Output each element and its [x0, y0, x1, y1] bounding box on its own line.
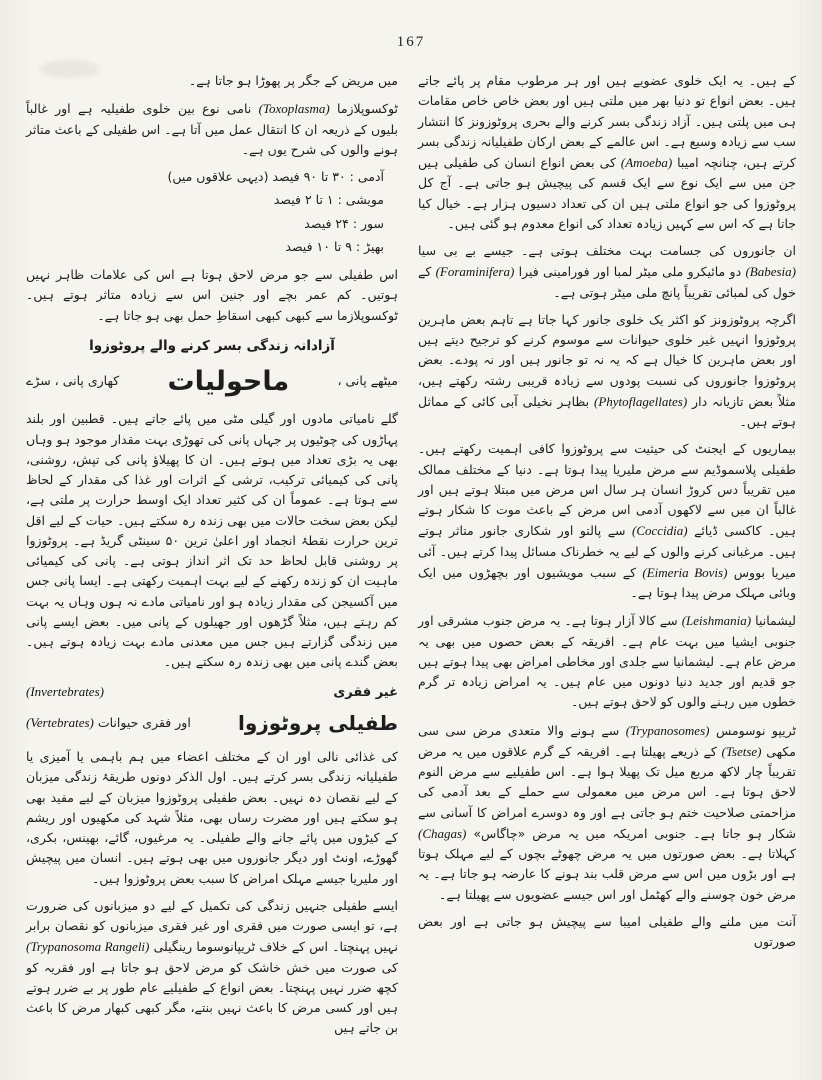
scientific-term: (Babesia)	[745, 264, 796, 280]
scientific-term: (Trypanosomes)	[625, 722, 710, 738]
paragraph: اگرچہ پروٹوزونز کو اکثر یک خلوی جانور کہا جاتا ہے تاہم بعض ماہرین پروٹوزوا انہیں غیر خلوی حیوانات سے موسوم کرنے کو ترجیح دیتے ہیں اور بعض ماہرین کا خیال ہے کہ یہ نہ تو جانور ہیں اور نہ پودے۔ بعض پروٹوزوا جانوروں کی نسبت پودوں سے زیادہ قریبی رشتہ رکھتے ہیں، مثلاً بعض تازیانہ دار (Phytoflagellates) بظاہر نخیلی آبی کائی کے مماثل ہوتے ہیں۔	[418, 311, 796, 429]
paragraph: کے ہیں۔ یہ ایک خلوی عضویے ہیں اور ہر مرطوب مقام پر پائے جاتے ہیں۔ بعض انواع تو دنیا بھر میں ملتی ہیں اور بعض خاص خاص مقامات ہی میں پلتی ہیں۔ آزاد زندگی بسر کرنے والے بحری پروٹوزونز کا انتشار سب سے زیادہ وسیع ہے۔ اس عالمے کے بعض ارکان طفیلیانہ زندگی بسر کرتے ہیں، چنانچہ امیبا (Amoeba) کی بعض انواع انسان کی طفیلی ہیں جن میں سے ایک نوع سے ایک قسم کی پیچیش ہو جاتی ہے۔ آج کل پروٹوزوا کی جو انواع ملتی ہیں ان کی تعداد دسیوں ہزار ہے۔ خیال کیا جاتا ہے کہ اس سے کہیں زیادہ تعداد کی انواع معدوم ہو گئی ہیں۔	[418, 73, 796, 231]
heading-latin-text	[26, 681, 104, 703]
paragraph: گلے نامیاتی مادوں اور گیلی مٹی میں پائے جاتے ہیں۔ قطبین اور بلند پہاڑوں کی چوٹیوں پر جہاں پانی کی تھوڑی بہت مقدار موجود ہو وہاں بھی یہ بڑی تعداد میں ہوتے ہیں۔ ان کا پھیلاؤ پانی کی تپش، روشنی، پانی کی کیمیائی ترکیب، ترشی کے اثرات اور غذا کی مقدار کے لحاظ سے ہوتا ہے۔ عموماً ان کی کثیر تعداد ایک اوسط حرارت پر ملتی ہے، لیکن بعض سخت حالات میں بھی زندہ رہ سکتے ہیں۔ حیات کے لیے اقل ترین حرارت نقطۂ انجماد اور اعلیٰ ترین ۵۰ سینٹی گریڈ ہے۔ پروٹوزوا پر روشنی قابل لحاظ حد تک اثر انداز ہوتی ہے۔ پانی کی کیمیائی ماہیت ان کو زندہ رکھنے کے لیے بہت اہمیت رکھتی ہے۔ ایسا پانی جس میں آکسیجن کی مقدار زیادہ ہو اور نامیاتی مادے نہ ہوں وہاں یہ بہت کم رہتے ہیں، مثلاً گڑھوں اور جھیلوں کے پانی میں۔ بعض ایسے پانی میں زندگی گزارتے ہیں جس میں معدنی مادے بہت زیادہ ہوتے ہیں۔ بعض گندے پانی میں بھی زندہ رہ سکتے ہیں۔	[26, 411, 399, 670]
scientific-term: (Invertebrates)	[26, 683, 104, 699]
paragraph: ایسے طفیلی جنہیں زندگی کی تکمیل کے لیے دو میزبانوں کی ضرورت ہے، تو ایسی صورت میں فقری اور غیر فقری میزبانوں کو نقصان برابر نہیں پہنچتا۔ اس کے خلاف ٹریپانوسوما رینگیلی (Trypanosoma Rangeli) کی صورت میں خش خاشک کو مرض لاحق ہو جاتا ہے اور فقریہ کو کچھ ضرر نہیں پہنچتا۔ بعض انواع کے طفیلیے عام طور پر بے ضرر ہوتے ہیں اور کسی مرض کا باعث نہیں بنتے، مگر کبھی کبھار مرض کا باعث بن جاتے ہیں	[26, 897, 398, 1036]
scientific-term: (Vertebrates)	[26, 715, 94, 731]
term-heading-line	[26, 681, 398, 703]
paragraph: اس طفیلی سے جو مرض لاحق ہوتا ہے اس کی علامات ظاہر نہیں ہوتیں۔ کم عمر بچے اور جنین اس سے زیادہ متاثر ہوتے ہیں۔ ٹوکسوپلازما سے کبھی کبھی اسقاطِ حمل بھی ہو جاتا ہے۔	[26, 267, 398, 323]
paragraph: میں مریض کے جگر پر پھوڑا ہو جاتا ہے۔	[188, 73, 398, 88]
section-heading-row	[26, 360, 398, 404]
infection-rate-list	[26, 167, 384, 257]
scientific-term: (Tsetse)	[721, 743, 762, 759]
page-number: 167	[396, 34, 426, 50]
section-heading: ماحولیات	[167, 365, 290, 397]
scientific-term: (Coccidia)	[632, 523, 688, 539]
section-heading: طفیلی پروٹوزوا	[238, 710, 398, 735]
scientific-term: (Leishmania)	[681, 613, 752, 629]
column-left	[26, 71, 398, 1046]
list-item: مویشی : ۱ تا ۲ فیصد	[273, 192, 384, 208]
column-right	[418, 71, 796, 959]
paragraph: ٹریپو نوسومس (Trypanosomes) سے ہونے والا متعدی مرض سی سی مکھی (Tsetse) کے ذریعے پھیلتا ہے۔ افریقہ کے گرم علاقوں میں یہ مرض تقریباً چار لاکھ مربع میل تک پھیلا ہوا ہے۔ اس طفیلیے سے مرض النوم لاحق ہوتا ہے۔ اس مرض میں معمولی سے حملے کے بعد آدمی کی مزاحمتی صلاحیت ختم ہو جاتی ہے اور وہ دوسرے امراض کا آسانی سے شکار ہو جاتا ہے۔ جنوبی امریکہ میں یہ مرض «چاگاس» (Chagas) کہلاتا ہے۔ بعض صورتوں میں یہ مرض چھوٹے بچوں کے لیے مہلک ہوتا ہے اور بڑوں میں اس سے مرض قلب بند ہونے کا عارضہ ہو جاتا ہے۔ یہ مرض خون چوسنے والے کھٹمل اور اس جیسے عضویوں سے پھیلتا ہے۔	[418, 722, 797, 902]
heading-side-text: میٹھے پانی ،	[337, 373, 398, 389]
scientific-term: (Foraminifera)	[435, 264, 515, 280]
subheading: آزادانہ زندگی بسر کرنے والے پروٹوزوا	[89, 337, 335, 354]
list-item: سور : ۲۴ فیصد	[304, 215, 384, 231]
heading-side-text: کھاری پانی ، سڑے	[26, 373, 120, 389]
paragraph: آنت میں ملنے والے طفیلی امیبا سے پیچیش ہو جاتی ہے اور بعض صورتوں	[418, 913, 796, 949]
scientific-term: (Phytoflagellates)	[594, 393, 688, 409]
section-heading-row	[26, 707, 398, 739]
paragraph: لیشمانیا (Leishmania) سے کالا آزار ہوتا ہے۔ یہ مرض جنوب مشرقی اور جنوبی ایشیا میں بہت عام ہے۔ افریقہ کے بعض حصوں میں بھی یہ مرض عام ہے۔ لیشمانیا سے جلدی اور مخاطی امراض بھی پیدا ہوتے ہیں جو قدیم اور جدید دنیا دونوں میں عام ہیں۔ یہ امراض زیادہ تر گرم خطوں میں رہنے والوں کو لاحق ہوتے ہیں۔	[418, 613, 796, 710]
scientific-term: (Trypanosoma Rangeli)	[26, 939, 150, 955]
scan-smudge	[40, 60, 100, 78]
paragraph: بیماریوں کے ایجنٹ کی حیثیت سے پروٹوزوا کافی اہمیت رکھتے ہیں۔ طفیلی پلاسموڈیم سے مرض ملیریا پیدا ہوتا ہے۔ دنیا کے مختلف ممالک میں تقریباً دس کروڑ انسان ہر سال اس مرض میں مبتلا ہوتے ہیں اور غالباً ان میں سے لاکھوں آدمی اس مرض کے باعث موت کا شکار ہوتے ہیں۔ کاکسی ڈیائے (Coccidia) سے پالتو اور شکاری جانور متاثر ہوتے ہیں۔ مرغبانی کرنے والوں کے لیے یہ خطرناک مسائل پیدا کرتے ہیں۔ آئی میریا بووس (Eimeria Bovis) کے سبب مویشیوں اور بچھڑوں میں ایک وبائی مہلک مرض پیدا ہوتا ہے۔	[418, 441, 796, 600]
heading-urdu-text: غیر فقری	[333, 684, 398, 700]
scientific-term: (Toxoplasma)	[258, 101, 330, 117]
scientific-term: (Amoeba)	[620, 155, 673, 170]
paragraph: ان جانوروں کی جسامت بہت مختلف ہوتی ہے۔ جیسے بے بی سیا (Babesia) دو مائیکرو ملی میٹر لمبا اور فورامینی فیرا (Foraminifera) کے خول کی لمبائی تقریباً پانچ ملی میٹر ہوتی ہے۔	[418, 243, 796, 300]
scientific-term: (Chagas)	[418, 825, 467, 841]
paragraph: کی غذائی نالی اور ان کے مختلف اعضاء میں ہم باہمی یا آمیزی یا طفیلیانہ زندگی بسر کرتے ہیں۔ اول الذکر دونوں طریقۂ زندگی میزبان کے لیے نقصان دہ نہیں۔ بعض طفیلی پروٹوزوا میزبان کے لیے مفید بھی ہو سکتے ہیں اور مضرت رساں بھی، مثلاً شہد کی مکھیوں اور ریشم کے کیڑوں میں پائے جانے والے طفیلی۔ یہ مرغیوں، گائے، بھینس، بکری، گھوڑے، اونٹ اور دیگر جانوروں میں بھی ہوتے ہیں۔ انسان میں پیچیش اور ملیریا جیسے مہلک امراض کا سبب بعض پروٹوزوا ہیں۔	[26, 749, 398, 886]
list-item: آدمی : ۳۰ تا ۹۰ فیصد (دیہی علاقوں میں)	[167, 169, 384, 184]
text-columns	[26, 71, 796, 1046]
list-item: بھیڑ : ۹ تا ۱۰ فیصد	[285, 238, 384, 254]
scientific-term: (Eimeria Bovis)	[642, 564, 728, 580]
paragraph: ٹوکسوپلازما (Toxoplasma) نامی نوع بین خلوی طفیلیہ ہے اور غالباً بلیوں کے ذریعہ ان کا انتقال عمل میں آتا ہے۔ اس طفیلی کے باعث متاثر ہونے والوں کی شرح یوں ہے۔	[26, 101, 398, 157]
heading-side-text: اور فقری حیوانات (Vertebrates)	[26, 715, 191, 731]
